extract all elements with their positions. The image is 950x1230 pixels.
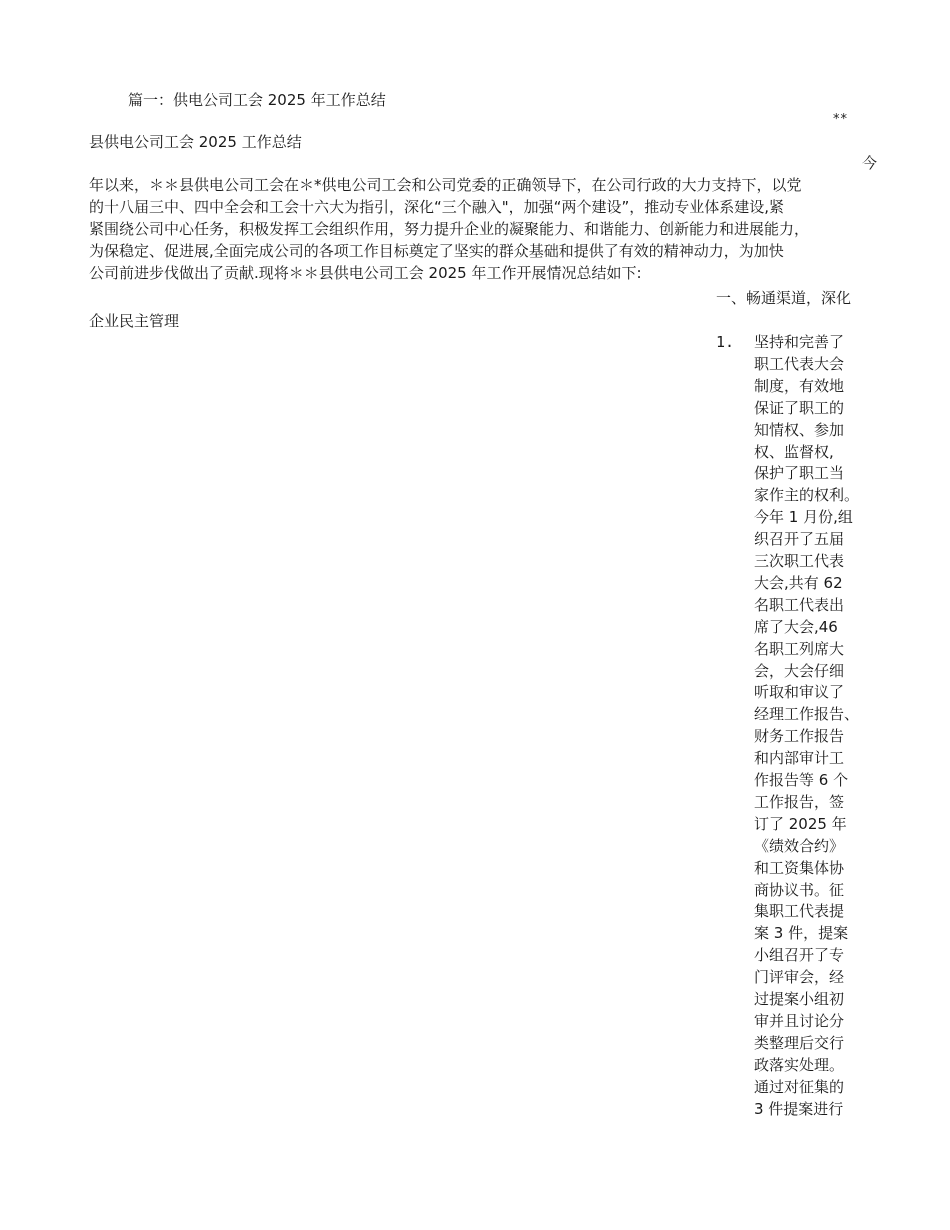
column-text-line: 3 件提案进行 xyxy=(754,1100,844,1118)
intro-line: 的十八届三中、四中全会和工会十六大为指引，深化“三个融入"，加强“两个建设”，推动专业体系建设,紧 xyxy=(89,198,784,216)
intro-line: 公司前进步伐做出了贡献.现将＊＊县供电公司工会 2025 年工作开展情况总结如下: xyxy=(89,264,642,282)
county-name-placeholder-stars: ** xyxy=(833,112,848,127)
column-text-line: 家作主的权利。 xyxy=(754,486,860,504)
column-text-line: 席了大会,46 xyxy=(754,618,838,636)
column-text-line: 类整理后交行 xyxy=(754,1034,845,1052)
column-text-line: 作报告等 6 个 xyxy=(754,771,849,789)
document-heading: 篇一：供电公司工会 2025 年工作总结 xyxy=(128,91,386,109)
column-text-line: 案 3 件，提案 xyxy=(754,924,849,942)
column-text-line: 商协议书。征 xyxy=(754,881,845,899)
column-text-line: 和工资集体协 xyxy=(754,859,845,877)
document-subtitle: 县供电公司工会 2025 工作总结 xyxy=(89,133,302,151)
column-text-line: 财务工作报告 xyxy=(754,727,845,745)
column-text-line: 大会,共有 62 xyxy=(754,574,843,592)
column-text-line: 三次职工代表 xyxy=(754,552,845,570)
column-text-line: 保护了职工当 xyxy=(754,464,845,482)
column-text-line: 知情权、参加 xyxy=(754,421,845,439)
column-text-line: 审并且讨论分 xyxy=(754,1012,845,1030)
column-text-line: 工作报告，签 xyxy=(754,793,845,811)
list-item-number: 1. xyxy=(716,333,735,351)
column-text-line: 政落实处理。 xyxy=(754,1056,845,1074)
column-text-line: 和内部审计工 xyxy=(754,749,845,767)
column-text-line: 织召开了五届 xyxy=(754,530,845,548)
intro-line: 年以来，＊＊县供电公司工会在＊*供电公司工会和公司党委的正确领导下，在公司行政的大力支持下，以党 xyxy=(89,176,802,194)
column-text-line: 通过对征集的 xyxy=(754,1078,845,1096)
column-text-line: 小组召开了专 xyxy=(754,946,845,964)
column-text-line: 听取和审议了 xyxy=(754,683,845,701)
column-text-line: 经理工作报告、 xyxy=(754,705,860,723)
column-text-line: 保证了职工的 xyxy=(754,399,845,417)
column-text-line: 订了 2025 年 xyxy=(754,815,847,833)
column-text-line: 《绩效合约》 xyxy=(754,837,845,855)
column-text-line: 坚持和完善了 xyxy=(754,333,845,351)
intro-line: 紧围绕公司中心任务，积极发挥工会组织作用，努力提升企业的凝聚能力、和谐能力、创新能力和进展能力， xyxy=(89,220,810,238)
column-text-line: 今年 1 月份,组 xyxy=(754,508,853,526)
column-text-line: 集职工代表提 xyxy=(754,902,845,920)
paragraph-first-char: 今 xyxy=(862,154,878,172)
column-text-line: 门评审会，经 xyxy=(754,968,845,986)
column-text-line: 名职工代表出 xyxy=(754,596,845,614)
section-heading: 一、畅通渠道，深化 xyxy=(716,289,852,307)
column-text-line: 过提案小组初 xyxy=(754,990,845,1008)
section-heading-continuation: 企业民主管理 xyxy=(89,312,180,330)
column-text-line: 名职工列席大 xyxy=(754,640,845,658)
intro-line: 为保稳定、促进展,全面完成公司的各项工作目标奠定了坚实的群众基础和提供了有效的精神动力，为加快 xyxy=(89,242,784,260)
column-text-line: 权、监督权, xyxy=(754,443,834,461)
column-text-line: 职工代表大会 xyxy=(754,355,845,373)
column-text-line: 制度，有效地 xyxy=(754,377,845,395)
column-text-line: 会，大会仔细 xyxy=(754,662,845,680)
